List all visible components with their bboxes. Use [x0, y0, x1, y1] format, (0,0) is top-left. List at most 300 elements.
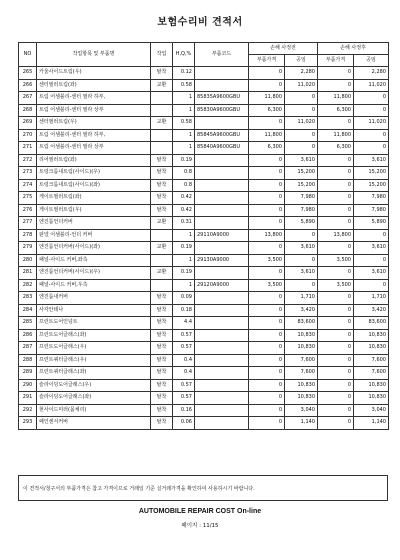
- cell-no: 282: [19, 279, 37, 292]
- cell-after-parts: 0: [318, 79, 354, 92]
- header-row: [19, 43, 389, 55]
- table-row: [19, 367, 389, 380]
- cell-before-parts: 0: [249, 404, 285, 417]
- header-after-parts: 부품가격: [318, 55, 354, 67]
- document-title: 보험수리비 견적서: [157, 17, 243, 28]
- cell-after-labor: 3,040: [354, 404, 389, 417]
- cell-after-parts: 0: [318, 192, 354, 205]
- cell-code: [195, 392, 249, 405]
- cell-before-parts: 6,300: [249, 104, 285, 117]
- cell-item: 게이트필러트림(좌): [37, 192, 151, 205]
- cell-after-labor: 2,280: [354, 67, 389, 80]
- cell-code: 29110A9000: [195, 229, 249, 242]
- footer-title: AUTOMOBILE REPAIR COST On-line: [138, 508, 262, 515]
- cell-hqty: 0.19: [173, 154, 195, 167]
- cell-before-labor: 1,710: [285, 292, 318, 305]
- cell-no: 273: [19, 167, 37, 180]
- page-number: 페이지 : 11/15: [181, 523, 219, 529]
- cell-code: [195, 354, 249, 367]
- cell-hqty: 0.8: [173, 179, 195, 192]
- cell-code: [195, 342, 249, 355]
- cell-after-labor: 3,420: [354, 304, 389, 317]
- header-before-labor: 공임: [285, 55, 318, 67]
- cell-before-labor: 0: [285, 279, 318, 292]
- table-row: [19, 229, 389, 242]
- cell-item: 프런트도어인넘트: [37, 317, 151, 330]
- cell-before-labor: 7,600: [285, 354, 318, 367]
- cell-work: [151, 254, 173, 267]
- table-row: [19, 117, 389, 130]
- cell-after-parts: 0: [318, 342, 354, 355]
- cell-after-parts: 0: [318, 404, 354, 417]
- cell-no: 293: [19, 417, 37, 430]
- estimate-table: [18, 42, 389, 430]
- table-row: [19, 217, 389, 230]
- cell-before-parts: 0: [249, 354, 285, 367]
- cell-before-labor: 11,020: [285, 79, 318, 92]
- cell-after-parts: 0: [318, 154, 354, 167]
- cell-hqty: 1: [173, 279, 195, 292]
- cell-item: 트렁크룸내트림(사이드)(좌): [37, 179, 151, 192]
- cell-after-parts: 0: [318, 317, 354, 330]
- cell-code: [195, 267, 249, 280]
- cell-item: 판넬 어셈블리-언더 커버: [37, 229, 151, 242]
- cell-before-parts: 0: [249, 379, 285, 392]
- header-item: 작업항목 및 부품명: [37, 43, 151, 67]
- cell-before-labor: 83,600: [285, 317, 318, 330]
- cell-after-parts: 0: [318, 379, 354, 392]
- cell-code: [195, 292, 249, 305]
- cell-before-labor: 3,610: [285, 154, 318, 167]
- cell-after-labor: 0: [354, 229, 389, 242]
- cell-code: [195, 204, 249, 217]
- cell-after-labor: 7,980: [354, 192, 389, 205]
- cell-before-labor: 1,140: [285, 417, 318, 430]
- cell-hqty: 1: [173, 254, 195, 267]
- cell-before-parts: 0: [249, 179, 285, 192]
- table-row: [19, 67, 389, 80]
- cell-work: 교환: [151, 242, 173, 255]
- cell-before-labor: 5,890: [285, 217, 318, 230]
- estimate-rows: [19, 67, 389, 430]
- cell-work: 교환: [151, 79, 173, 92]
- cell-after-labor: 0: [354, 104, 389, 117]
- header-after-labor: 공임: [354, 55, 389, 67]
- cell-after-labor: 10,830: [354, 342, 389, 355]
- cell-code: [195, 379, 249, 392]
- cell-after-labor: 10,830: [354, 392, 389, 405]
- cell-work: [151, 129, 173, 142]
- cell-no: 270: [19, 129, 37, 142]
- cell-before-labor: 0: [285, 129, 318, 142]
- cell-before-parts: 3,500: [249, 254, 285, 267]
- cell-no: 287: [19, 342, 37, 355]
- cell-after-parts: 0: [318, 204, 354, 217]
- cell-code: 29120A9000: [195, 279, 249, 292]
- cell-work: [151, 92, 173, 105]
- cell-work: 탈착: [151, 304, 173, 317]
- cell-before-labor: 10,830: [285, 392, 318, 405]
- cell-code: 85835A9600GBU: [195, 92, 249, 105]
- cell-after-labor: 3,610: [354, 267, 389, 280]
- cell-after-parts: 0: [318, 392, 354, 405]
- cell-hqty: 0.16: [173, 404, 195, 417]
- cell-item: 카울사이드트림(우): [37, 67, 151, 80]
- cell-code: [195, 192, 249, 205]
- cell-work: [151, 104, 173, 117]
- cell-no: 291: [19, 392, 37, 405]
- cell-code: 29130A9000: [195, 254, 249, 267]
- cell-work: 탈착: [151, 417, 173, 430]
- cell-after-labor: 5,890: [354, 217, 389, 230]
- cell-no: 276: [19, 204, 37, 217]
- table-row: [19, 92, 389, 105]
- cell-no: 272: [19, 154, 37, 167]
- header-work: 작업: [151, 43, 173, 67]
- cell-after-labor: 0: [354, 129, 389, 142]
- cell-code: [195, 317, 249, 330]
- cell-after-labor: 11,020: [354, 117, 389, 130]
- cell-hqty: 1: [173, 229, 195, 242]
- cell-work: 탈착: [151, 317, 173, 330]
- cell-item: 엔진룸내커버: [37, 292, 151, 305]
- cell-after-labor: 3,610: [354, 154, 389, 167]
- cell-after-labor: 7,600: [354, 354, 389, 367]
- cell-code: [195, 167, 249, 180]
- cell-no: 277: [19, 217, 37, 230]
- cell-after-labor: 0: [354, 142, 389, 155]
- table-row: [19, 79, 389, 92]
- cell-after-parts: 13,800: [318, 229, 354, 242]
- cell-after-labor: 83,600: [354, 317, 389, 330]
- cell-before-labor: 11,020: [285, 117, 318, 130]
- cell-hqty: 0.31: [173, 217, 195, 230]
- cell-after-parts: 6,300: [318, 142, 354, 155]
- cell-item: 프런트도어글래스(우): [37, 342, 151, 355]
- cell-hqty: 0.4: [173, 354, 195, 367]
- cell-before-labor: 3,610: [285, 242, 318, 255]
- table-row: [19, 267, 389, 280]
- header-no: NO: [19, 43, 37, 67]
- cell-work: 탈착: [151, 342, 173, 355]
- cell-no: 271: [19, 142, 37, 155]
- table-row: [19, 192, 389, 205]
- cell-work: 교환: [151, 267, 173, 280]
- cell-no: 274: [19, 179, 37, 192]
- cell-work: 탈착: [151, 404, 173, 417]
- cell-no: 289: [19, 367, 37, 380]
- cell-no: 266: [19, 79, 37, 92]
- cell-code: [195, 79, 249, 92]
- table-row: [19, 179, 389, 192]
- price-notice: 이 견적서/청구서의 부품가격은 참고 가격이므로 거래일 기준 실거래가격을 확인하여 사용하시기 바랍니다.: [18, 475, 388, 501]
- cell-item: 센터필러트림(좌): [37, 79, 151, 92]
- cell-no: 288: [19, 354, 37, 367]
- cell-hqty: 0.58: [173, 117, 195, 130]
- table-row: [19, 167, 389, 180]
- header-hqty: H,Q,%: [173, 43, 195, 67]
- cell-before-parts: 0: [249, 417, 285, 430]
- cell-hqty: 4.4: [173, 317, 195, 330]
- cell-before-parts: 0: [249, 329, 285, 342]
- cell-before-parts: 0: [249, 392, 285, 405]
- cell-before-parts: 6,300: [249, 142, 285, 155]
- cell-work: [151, 229, 173, 242]
- cell-code: [195, 242, 249, 255]
- cell-item: 엔진룸언더커버(사이드)(좌): [37, 242, 151, 255]
- cell-after-parts: 3,500: [318, 254, 354, 267]
- cell-before-parts: 0: [249, 367, 285, 380]
- cell-no: 284: [19, 304, 37, 317]
- cell-hqty: 1: [173, 129, 195, 142]
- table-row: [19, 304, 389, 317]
- cell-work: 탈착: [151, 379, 173, 392]
- cell-code: [195, 117, 249, 130]
- cell-no: 290: [19, 379, 37, 392]
- cell-after-parts: 0: [318, 329, 354, 342]
- cell-work: 탈착: [151, 354, 173, 367]
- cell-hqty: 1: [173, 104, 195, 117]
- cell-hqty: 0.42: [173, 204, 195, 217]
- cell-no: 275: [19, 192, 37, 205]
- cell-before-labor: 0: [285, 92, 318, 105]
- cell-no: 278: [19, 229, 37, 242]
- cell-before-parts: 0: [249, 317, 285, 330]
- cell-no: 281: [19, 267, 37, 280]
- cell-no: 286: [19, 329, 37, 342]
- table-row: [19, 104, 389, 117]
- table-row: [19, 279, 389, 292]
- cell-item: 사각안테나: [37, 304, 151, 317]
- cell-item: 트림 어셈블리-센터 필라 상부: [37, 142, 151, 155]
- cell-hqty: 1: [173, 92, 195, 105]
- cell-after-labor: 7,600: [354, 367, 389, 380]
- cell-item: 슬라이딩도어글래스(좌): [37, 392, 151, 405]
- table-row: [19, 292, 389, 305]
- cell-after-labor: 10,830: [354, 379, 389, 392]
- header-code: 부품코드: [195, 43, 249, 67]
- cell-after-parts: 11,800: [318, 92, 354, 105]
- cell-after-parts: 0: [318, 304, 354, 317]
- cell-before-parts: 0: [249, 67, 285, 80]
- cell-work: 교환: [151, 217, 173, 230]
- cell-before-parts: 13,800: [249, 229, 285, 242]
- table-row: [19, 129, 389, 142]
- table-row: [19, 142, 389, 155]
- cell-before-labor: 7,980: [285, 204, 318, 217]
- cell-before-labor: 15,200: [285, 179, 318, 192]
- cell-before-labor: 10,830: [285, 342, 318, 355]
- cell-hqty: 0.58: [173, 79, 195, 92]
- cell-hqty: 0.8: [173, 167, 195, 180]
- cell-after-labor: 1,140: [354, 417, 389, 430]
- cell-before-labor: 2,280: [285, 67, 318, 80]
- cell-before-parts: 0: [249, 192, 285, 205]
- cell-before-labor: 0: [285, 254, 318, 267]
- cell-before-parts: 11,800: [249, 129, 285, 142]
- cell-after-parts: 0: [318, 67, 354, 80]
- cell-item: 패널-사이드 커버,우측: [37, 279, 151, 292]
- cell-before-parts: 3,500: [249, 279, 285, 292]
- cell-before-parts: 0: [249, 242, 285, 255]
- cell-after-labor: 7,980: [354, 204, 389, 217]
- cell-after-parts: 0: [318, 242, 354, 255]
- cell-after-labor: 3,610: [354, 242, 389, 255]
- cell-code: 85840A9600GBU: [195, 142, 249, 155]
- cell-after-parts: 3,500: [318, 279, 354, 292]
- table-row: [19, 354, 389, 367]
- cell-code: 85830A9600GBU: [195, 104, 249, 117]
- header-before-parts: 부품가격: [249, 55, 285, 67]
- table-row: [19, 417, 389, 430]
- cell-hqty: 0.12: [173, 67, 195, 80]
- cell-item: 트림 어셈블리-센터 필라 하부,: [37, 129, 151, 142]
- cell-before-labor: 10,830: [285, 329, 318, 342]
- cell-no: 268: [19, 104, 37, 117]
- cell-work: 탈착: [151, 179, 173, 192]
- cell-item: 트림 어셈블리-센터 필라 하부,: [37, 92, 151, 105]
- cell-before-labor: 15,200: [285, 167, 318, 180]
- cell-no: 285: [19, 317, 37, 330]
- cell-after-labor: 0: [354, 279, 389, 292]
- cell-hqty: 0.06: [173, 417, 195, 430]
- cell-before-parts: 0: [249, 342, 285, 355]
- cell-item: 프런트도어글래스(좌): [37, 329, 151, 342]
- cell-hqty: 1: [173, 142, 195, 155]
- cell-item: 리어필러트림(좌): [37, 154, 151, 167]
- cell-no: 265: [19, 67, 37, 80]
- cell-item: 엔진룸언더커버: [37, 217, 151, 230]
- cell-after-parts: 0: [318, 417, 354, 430]
- cell-code: [195, 329, 249, 342]
- cell-hqty: 0.57: [173, 379, 195, 392]
- cell-after-labor: 15,200: [354, 179, 389, 192]
- cell-work: [151, 142, 173, 155]
- cell-no: 283: [19, 292, 37, 305]
- cell-item: 센터필러트림(우): [37, 117, 151, 130]
- table-row: [19, 404, 389, 417]
- cell-code: [195, 404, 249, 417]
- cell-before-labor: 3,040: [285, 404, 318, 417]
- cell-after-labor: 11,020: [354, 79, 389, 92]
- cell-work: 탈착: [151, 392, 173, 405]
- cell-item: 패널-사이드 커버,좌측: [37, 254, 151, 267]
- cell-item: 트림 어셈블리-센터 필라 상부: [37, 104, 151, 117]
- cell-item: 슬라이딩도어글래스(우): [37, 379, 151, 392]
- cell-hqty: 0.57: [173, 342, 195, 355]
- cell-before-parts: 0: [249, 217, 285, 230]
- cell-no: 267: [19, 92, 37, 105]
- cell-code: [195, 217, 249, 230]
- cell-after-parts: 6,300: [318, 104, 354, 117]
- cell-code: [195, 304, 249, 317]
- cell-code: [195, 179, 249, 192]
- cell-code: 85845A9600GBU: [195, 129, 249, 142]
- cell-code: [195, 67, 249, 80]
- cell-after-parts: 0: [318, 117, 354, 130]
- cell-work: 탈착: [151, 154, 173, 167]
- cell-before-labor: 3,610: [285, 267, 318, 280]
- cell-after-parts: 0: [318, 267, 354, 280]
- cell-before-parts: 0: [249, 292, 285, 305]
- table-row: [19, 342, 389, 355]
- cell-hqty: 0.09: [173, 292, 195, 305]
- cell-before-labor: 0: [285, 229, 318, 242]
- cell-work: 탈착: [151, 329, 173, 342]
- cell-item: 트렁크룸내트림(사이드)(우): [37, 167, 151, 180]
- cell-item: 현사이드미러(몸체리): [37, 404, 151, 417]
- cell-before-labor: 10,830: [285, 379, 318, 392]
- cell-no: 292: [19, 404, 37, 417]
- table-row: [19, 329, 389, 342]
- table-row: [19, 154, 389, 167]
- cell-before-labor: 7,980: [285, 192, 318, 205]
- table-row: [19, 242, 389, 255]
- cell-after-parts: 0: [318, 179, 354, 192]
- cell-after-labor: 15,200: [354, 167, 389, 180]
- cell-work: 탈착: [151, 367, 173, 380]
- cell-code: [195, 154, 249, 167]
- table-row: [19, 254, 389, 267]
- cell-after-labor: 0: [354, 92, 389, 105]
- cell-after-parts: 0: [318, 367, 354, 380]
- cell-after-parts: 0: [318, 292, 354, 305]
- cell-work: 탈착: [151, 167, 173, 180]
- cell-code: [195, 367, 249, 380]
- table-row: [19, 392, 389, 405]
- cell-work: 탈착: [151, 192, 173, 205]
- cell-no: 269: [19, 117, 37, 130]
- cell-after-parts: 0: [318, 217, 354, 230]
- cell-before-parts: 0: [249, 117, 285, 130]
- cell-item: 게이트필러트림(우): [37, 204, 151, 217]
- cell-after-labor: 10,830: [354, 329, 389, 342]
- cell-work: 교환: [151, 117, 173, 130]
- cell-item: 프런트쿼터글래스(좌): [37, 367, 151, 380]
- cell-before-labor: 0: [285, 142, 318, 155]
- cell-before-parts: 11,800: [249, 92, 285, 105]
- cell-no: 279: [19, 242, 37, 255]
- cell-before-labor: 7,600: [285, 367, 318, 380]
- header-after: 손해 사정후: [318, 43, 389, 55]
- cell-after-parts: 0: [318, 354, 354, 367]
- cell-item: 프런트쿼터글래스(우): [37, 354, 151, 367]
- table-row: [19, 379, 389, 392]
- cell-after-parts: 11,800: [318, 129, 354, 142]
- cell-after-labor: 0: [354, 254, 389, 267]
- cell-work: 탈착: [151, 204, 173, 217]
- cell-before-labor: 0: [285, 104, 318, 117]
- cell-before-parts: 0: [249, 204, 285, 217]
- cell-item: 페인센서커버: [37, 417, 151, 430]
- cell-hqty: 0.19: [173, 242, 195, 255]
- cell-after-labor: 1,710: [354, 292, 389, 305]
- cell-before-labor: 3,420: [285, 304, 318, 317]
- cell-before-parts: 0: [249, 154, 285, 167]
- cell-after-parts: 0: [318, 167, 354, 180]
- cell-no: 280: [19, 254, 37, 267]
- cell-before-parts: 0: [249, 167, 285, 180]
- cell-hqty: 0.19: [173, 267, 195, 280]
- cell-work: 탈착: [151, 67, 173, 80]
- cell-before-parts: 0: [249, 304, 285, 317]
- cell-hqty: 0.42: [173, 192, 195, 205]
- cell-hqty: 0.57: [173, 329, 195, 342]
- cell-work: [151, 279, 173, 292]
- table-row: [19, 317, 389, 330]
- cell-before-parts: 0: [249, 79, 285, 92]
- cell-hqty: 0.57: [173, 392, 195, 405]
